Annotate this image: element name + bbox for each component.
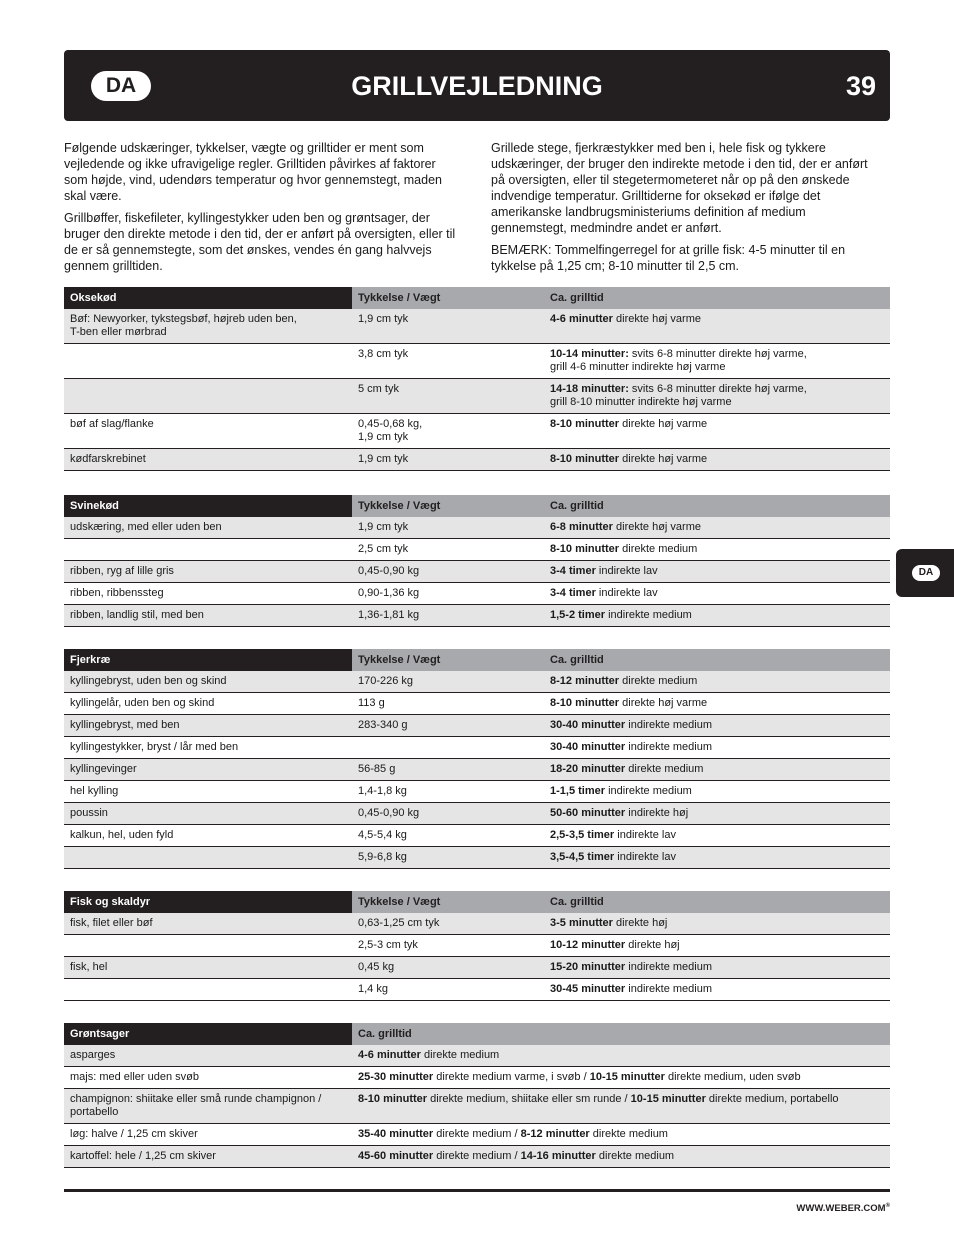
time-value: 8-10 minutter (550, 418, 620, 430)
cut-cell (64, 539, 352, 560)
time-method: indirekte medium (625, 983, 713, 995)
cut-cell (64, 1089, 352, 1123)
time-value: 1,5-2 timer (550, 609, 606, 621)
time-value: 14-16 minutter (520, 1150, 596, 1162)
table-row (64, 414, 890, 449)
column-header: Tykkelse / Vægt (352, 649, 544, 671)
time-cell (544, 957, 890, 978)
time-method: direkte høj (625, 939, 680, 951)
cut-cell: kyllingevinger (70, 763, 137, 775)
time-method: grill 4-6 minutter indirekte høj varme (550, 361, 726, 373)
table-row (64, 759, 890, 781)
table-row (64, 1089, 890, 1124)
time-cell (544, 517, 890, 538)
time-method: direkte medium (433, 1128, 515, 1140)
side-language-tab (896, 549, 954, 597)
size-cell: 283-340 g (358, 719, 408, 731)
time-cell (544, 344, 890, 378)
time-method: indirekte lav (614, 851, 676, 863)
time-value: 8-12 minutter (520, 1128, 590, 1140)
time-value: 8-10 minutter (550, 453, 620, 465)
size-text: 0,45-0,68 kg, (358, 418, 423, 430)
intro-paragraph: Grillbøffer, fiskefileter, kyllingestykker uden ben og grøntsager, der bruger den direkte metode i den tid, der er anført på oversigten, eller til de er så gennemstegte, som det ønskes, vendes én gang halvvejs gennem grilltiden. (64, 211, 456, 273)
cut-cell: ribben, landlig stil, med ben (70, 609, 204, 621)
time-cell (544, 583, 890, 604)
page-header (64, 50, 890, 121)
pork-table (64, 495, 890, 627)
time-cell (544, 671, 890, 692)
time-value: 8-10 minutter (550, 697, 620, 709)
time-cell (352, 1146, 890, 1167)
cut-cell: kyllingelår, uden ben og skind (70, 697, 215, 709)
time-method: direkte medium (595, 1150, 675, 1162)
time-cell (544, 379, 890, 413)
language-badge: DA (91, 71, 151, 101)
cut-cell (64, 379, 352, 413)
time-cell (544, 693, 890, 714)
table-row (64, 309, 890, 344)
time-value: 30-40 minutter (550, 719, 626, 731)
time-cell (544, 737, 890, 758)
table-header (64, 287, 890, 309)
time-value: 50-60 minutter (550, 807, 626, 819)
size-cell: 0,45-0,90 kg (358, 565, 420, 577)
column-header: Ca. grilltid (352, 1023, 890, 1045)
table-row (64, 957, 890, 979)
time-value: 30-45 minutter (550, 983, 626, 995)
time-method: direkte medium (420, 1049, 500, 1061)
time-cell (544, 847, 890, 868)
cut-text: Bøf: Newyorker, tykstegsbøf, højreb uden ben, (70, 313, 297, 325)
page-title: GRILLVEJLEDNING (351, 71, 603, 101)
time-method: direkte medium (589, 1128, 668, 1140)
time-method: svits 6-8 minutter direkte høj varme, (628, 348, 807, 360)
time-cell (544, 759, 890, 780)
time-value: 4-6 minutter (550, 313, 613, 325)
separator: / (624, 1093, 631, 1105)
time-method: direkte høj (612, 917, 668, 929)
size-cell: 0,45-0,90 kg (358, 807, 420, 819)
column-header: Ca. grilltid (544, 495, 890, 517)
size-cell: 1,9 cm tyk (358, 313, 409, 325)
time-cell (544, 781, 890, 802)
time-value: 1-1,5 timer (550, 785, 606, 797)
website-text: WWW.WEBER.COM (796, 1203, 886, 1215)
cut-cell: kødfarskrebinet (70, 453, 146, 465)
table-row (64, 517, 890, 539)
time-value: 10-15 minutter (630, 1093, 706, 1105)
vegetable-table (64, 1023, 890, 1168)
size-cell: 5 cm tyk (358, 383, 399, 395)
size-cell: 0,63-1,25 cm tyk (358, 917, 440, 929)
time-cell (352, 1067, 890, 1088)
time-value: 10-15 minutter (589, 1071, 665, 1083)
cut-cell (64, 979, 352, 1000)
time-method: direkte medium varme, i svøb (433, 1071, 584, 1083)
size-cell: 3,8 cm tyk (358, 348, 409, 360)
column-header: Fjerkræ (64, 649, 352, 671)
table-row (64, 605, 890, 627)
time-value: 15-20 minutter (550, 961, 626, 973)
column-header: Ca. grilltid (544, 891, 890, 913)
time-method: svits 6-8 minutter direkte høj varme, (628, 383, 807, 395)
time-method: grill 8-10 minutter indirekte høj varme (550, 396, 732, 408)
table-row (64, 671, 890, 693)
cut-cell: fisk, filet eller bøf (70, 917, 153, 929)
size-cell: 1,4-1,8 kg (358, 785, 407, 797)
table-row (64, 539, 890, 561)
page-number: 39 (845, 71, 876, 101)
registered-mark: ® (885, 1203, 890, 1209)
size-text: 1,9 cm tyk (358, 431, 409, 443)
fish-table (64, 891, 890, 1001)
time-cell (544, 414, 890, 448)
time-value: 3-4 timer (550, 587, 596, 599)
cut-cell: kyllingebryst, med ben (70, 719, 180, 731)
time-cell (544, 715, 890, 736)
table-row (64, 1146, 890, 1168)
table-row (64, 715, 890, 737)
column-header: Tykkelse / Vægt (352, 495, 544, 517)
intro-right-column (491, 140, 871, 280)
size-cell: 5,9-6,8 kg (358, 851, 407, 863)
size-cell: 2,5-3 cm tyk (358, 939, 418, 951)
time-value: 8-12 minutter (550, 675, 620, 687)
column-header: Grøntsager (64, 1023, 352, 1045)
time-value: 10-12 minutter (550, 939, 626, 951)
size-cell: 1,36-1,81 kg (358, 609, 420, 621)
cut-cell: kyllingebryst, uden ben og skind (70, 675, 227, 687)
table-row (64, 825, 890, 847)
footer-divider (64, 1189, 890, 1192)
table-row (64, 693, 890, 715)
cut-cell: kalkun, hel, uden fyld (70, 829, 174, 841)
table-row (64, 913, 890, 935)
side-language-badge: DA (912, 565, 940, 581)
size-cell: 170-226 kg (358, 675, 414, 687)
time-value: 10-14 minutter: (550, 348, 629, 360)
time-method: direkte høj varme (612, 313, 701, 325)
intro-paragraph: BEMÆRK: Tommelfingerregel for at grille fisk: 4-5 minutter til en tykkelse på 1,25 cm; 8-10 minutter til 2,5 cm. (491, 243, 846, 273)
time-cell (544, 979, 890, 1000)
cut-cell (64, 847, 352, 868)
time-method: direkte medium, shiitake eller sm runde (427, 1093, 625, 1105)
table-row (64, 935, 890, 957)
column-header: Ca. grilltid (544, 649, 890, 671)
time-value: 3-4 timer (550, 565, 596, 577)
intro-left-column (64, 140, 456, 280)
time-value: 45-60 minutter (358, 1150, 434, 1162)
cut-cell: ribben, ryg af lille gris (70, 565, 174, 577)
size-cell (352, 414, 544, 448)
table-row (64, 781, 890, 803)
time-method: indirekte medium (605, 609, 692, 621)
size-cell: 4,5-5,4 kg (358, 829, 407, 841)
time-value: 35-40 minutter (358, 1128, 434, 1140)
table-row (64, 583, 890, 605)
time-method: direkte medium (619, 543, 698, 555)
size-cell: 2,5 cm tyk (358, 543, 409, 555)
intro-paragraph: Grillede stege, fjerkræstykker med ben i, hele fisk og tykkere udskæringer, der bruger den indirekte metode i den tid, der er anført på oversigten, eller til stegetermometeret når op på den ønskede indvendige temperatur. Grilltiderne for oksekød er ifølge det amerikanske landbrugsministeriums definition af medium gennemstegt, medmindre andet er anført. (491, 141, 868, 235)
time-method: indirekte lav (595, 587, 658, 599)
time-method: indirekte medium (625, 961, 713, 973)
cut-text: T-ben eller mørbrad (70, 326, 167, 338)
table-header (64, 495, 890, 517)
time-method: direkte høj varme (612, 521, 701, 533)
cut-cell: kartoffel: hele / 1,25 cm skiver (70, 1150, 216, 1162)
cut-cell: poussin (70, 807, 108, 819)
size-cell: 113 g (358, 697, 385, 709)
time-method: direkte medium (625, 763, 704, 775)
table-row (64, 737, 890, 759)
time-method: indirekte lav (595, 565, 658, 577)
time-cell (352, 1045, 890, 1066)
time-value: 2,5-3,5 timer (550, 829, 615, 841)
separator: / (514, 1150, 521, 1162)
cut-cell (64, 935, 352, 956)
table-row (64, 449, 890, 471)
cut-text: portabello (70, 1106, 119, 1118)
time-cell (352, 1089, 890, 1123)
time-cell (544, 825, 890, 846)
time-value: 25-30 minutter (358, 1071, 434, 1083)
column-header: Fisk og skaldyr (64, 891, 352, 913)
column-header: Oksekød (64, 287, 352, 309)
cut-cell: ribben, ribbenssteg (70, 587, 164, 599)
time-method: direkte medium (619, 675, 698, 687)
cut-cell: udskæring, med eller uden ben (70, 521, 222, 533)
size-cell: 1,9 cm tyk (358, 453, 409, 465)
table-row (64, 1067, 890, 1089)
time-value: 3-5 minutter (550, 917, 613, 929)
table-header (64, 649, 890, 671)
table-row (64, 344, 890, 379)
time-cell (544, 803, 890, 824)
time-method: indirekte medium (605, 785, 692, 797)
time-cell (544, 561, 890, 582)
beef-table (64, 287, 890, 471)
time-method: direkte medium, portabello (705, 1093, 839, 1105)
time-cell (352, 1124, 890, 1145)
footer-website-link[interactable] (796, 1200, 890, 1215)
cut-cell: asparges (70, 1049, 116, 1061)
cut-text: champignon: shiitake eller små runde champignon / (70, 1093, 322, 1105)
time-method: direkte medium (433, 1150, 515, 1162)
time-method: direkte medium, uden svøb (664, 1071, 801, 1083)
size-cell: 56-85 g (358, 763, 396, 775)
time-method: indirekte lav (614, 829, 676, 841)
cut-cell: løg: halve / 1,25 cm skiver (70, 1128, 198, 1140)
size-cell: 0,90-1,36 kg (358, 587, 420, 599)
time-method: direkte høj varme (619, 697, 708, 709)
cut-cell: bøf af slag/flanke (70, 418, 154, 430)
table-row (64, 1045, 890, 1067)
intro-paragraph: Følgende udskæringer, tykkelser, vægte og grilltider er ment som vejledende og ikke ufravigelige regler. Grilltiden påvirkes af faktorer som højde, vind, udendørs temperatur og hvor gennemstegt, maden skal være. (64, 141, 442, 203)
time-value: 8-10 minutter (358, 1093, 428, 1105)
time-cell (544, 935, 890, 956)
table-row (64, 803, 890, 825)
size-cell (352, 737, 544, 758)
separator: / (583, 1071, 590, 1083)
poultry-table (64, 649, 890, 869)
size-cell: 1,4 kg (358, 983, 388, 995)
column-header: Tykkelse / Vægt (352, 287, 544, 309)
table-row (64, 979, 890, 1001)
column-header: Svinekød (64, 495, 352, 517)
table-row (64, 847, 890, 869)
time-cell (544, 605, 890, 626)
time-cell (544, 913, 890, 934)
size-cell: 0,45 kg (358, 961, 395, 973)
cut-cell (64, 309, 352, 343)
time-value: 30-40 minutter (550, 741, 626, 753)
time-value: 3,5-4,5 timer (550, 851, 615, 863)
time-cell (544, 539, 890, 560)
time-cell (544, 449, 890, 470)
time-method: indirekte medium (625, 741, 713, 753)
time-method: direkte høj varme (619, 418, 708, 430)
table-header (64, 1023, 890, 1045)
time-value: 4-6 minutter (358, 1049, 421, 1061)
cut-cell: fisk, hel (70, 961, 108, 973)
cut-cell: majs: med eller uden svøb (70, 1071, 199, 1083)
table-row (64, 379, 890, 414)
time-cell (544, 309, 890, 343)
column-header: Ca. grilltid (544, 287, 890, 309)
cut-cell: hel kylling (70, 785, 119, 797)
time-method: direkte høj varme (619, 453, 708, 465)
separator: / (514, 1128, 521, 1140)
table-row (64, 561, 890, 583)
cut-cell: kyllingestykker, bryst / lår med ben (70, 741, 239, 753)
time-value: 8-10 minutter (550, 543, 620, 555)
table-header (64, 891, 890, 913)
column-header: Tykkelse / Vægt (352, 891, 544, 913)
time-value: 14-18 minutter: (550, 383, 629, 395)
time-value: 6-8 minutter (550, 521, 613, 533)
size-cell: 1,9 cm tyk (358, 521, 409, 533)
table-row (64, 1124, 890, 1146)
time-method: indirekte høj (625, 807, 689, 819)
cut-cell (64, 344, 352, 378)
time-method: indirekte medium (625, 719, 713, 731)
time-value: 18-20 minutter (550, 763, 626, 775)
